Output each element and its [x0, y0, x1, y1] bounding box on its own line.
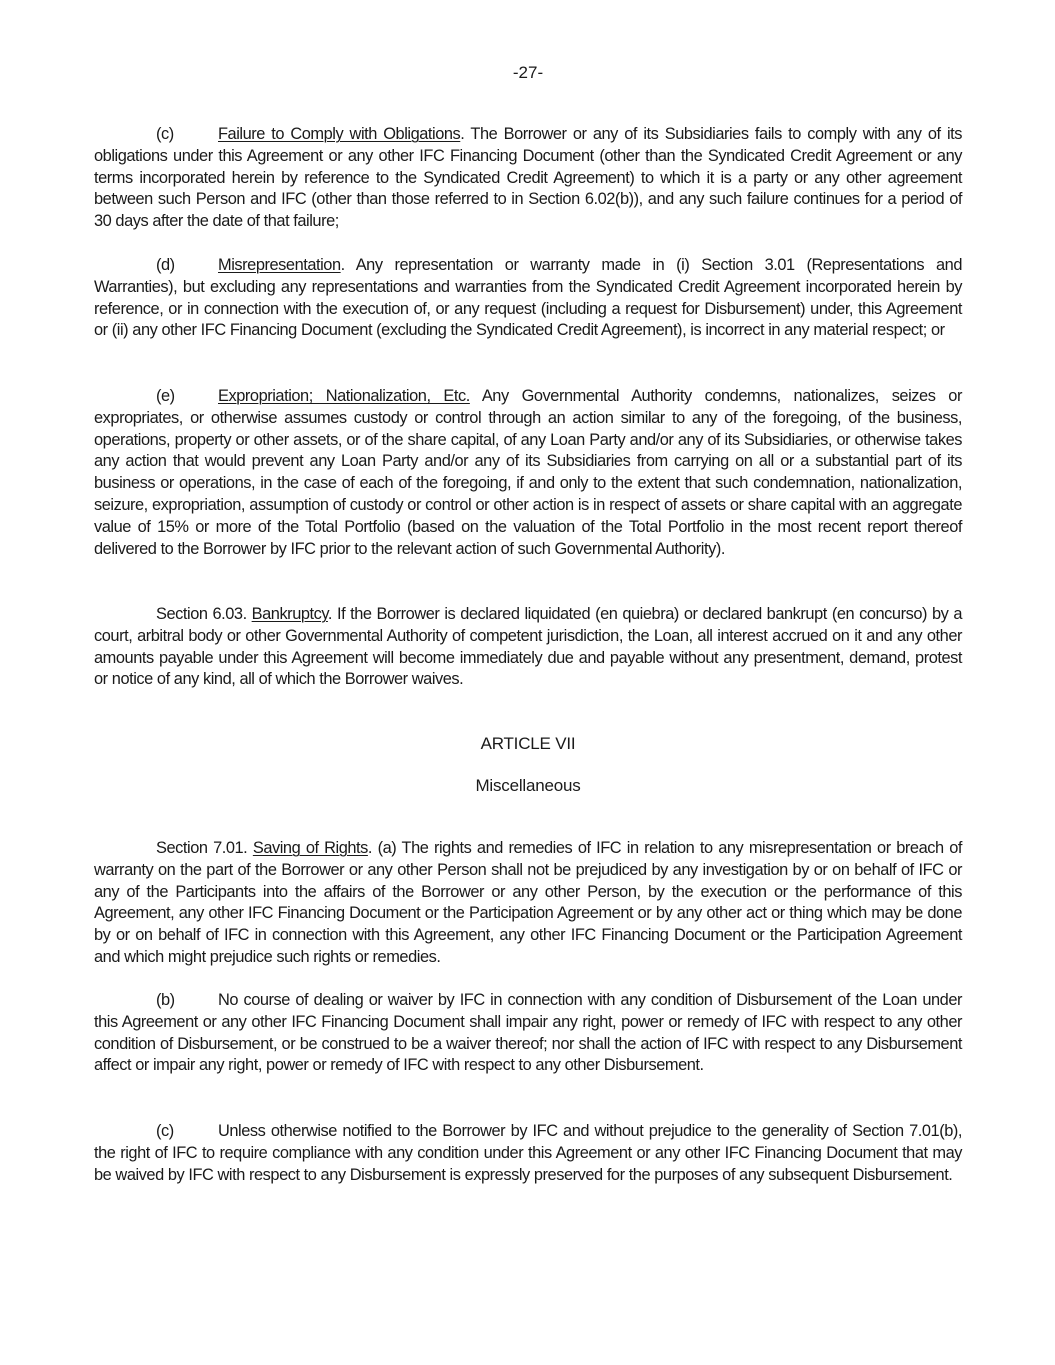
- page-number: -27-: [512, 63, 544, 82]
- section-7-01-b: [94, 990, 962, 1077]
- clause-title: Failure to Comply with Obligations: [218, 125, 461, 143]
- section-number: Section 6.03.: [156, 605, 252, 623]
- clause-text: No course of dealing or waiver by IFC in connection with any condition of Disbursement of the Loan under this Agreement or any other IFC Financing Document shall impair any right, power or remedy of IFC with respect to any other condition of Disbursement, or be construed to be a waiver thereof; nor shall the action of IFC with respect to any Disbursement affect or impair any right, power or remedy of IFC with respect to any other Disbursement.: [94, 991, 962, 1075]
- clause-label: (e): [156, 387, 175, 405]
- section-7-01-c: [94, 1121, 962, 1186]
- clause-title: Expropriation; Nationalization, Etc.: [218, 387, 470, 405]
- clause-6-02-d: (d) Misrepresentation. Any representation or warranty made in (i) Section 3.01 (Representations and Warranties), but excluding any representations and warranties from the Syndicated Credit Agreement incorporated herein by reference, or in connection with the execution of, or any request (including a request for Disbursement) under, this Agreement or (ii) any other IFC Financing Document (excluding the Syndicated Credit Agreement), is incorrect in any material respect; or: [94, 256, 962, 340]
- clause-text: Unless otherwise notified to the Borrower by IFC and without prejudice to the generality of Section 7.01(b), the right of IFC to require compliance with any condition under this Agreement or any other IFC Financing Document that may be waived by IFC with respect to any Disbursement is expressly preserved for the purposes of any subsequent Disbursement.: [94, 1122, 962, 1184]
- clause-label: (d): [156, 256, 175, 274]
- clause-title: Misrepresentation: [218, 256, 341, 274]
- section-title: Bankruptcy: [251, 605, 328, 623]
- clause-text: Any Governmental Authority condemns, nationalizes, seizes or expropriates, or otherwise assumes custody or control through an action similar to any of the foregoing, of the business, operations, property or other assets, or of the share capital, of any Loan Party and/or any of its Subsidiaries, or otherwise takes any action that would prevent any Loan Party and/or any of its Subsidiaries from carrying on all or a substantial part of its business or operations, in the case of each of the foregoing, if and only to the extent that such condemnation, nationalization, seizure, expropriation, assumption of custody or control or other action is in respect of assets or share capital with an aggregate value of 15% or more of the Total Portfolio (based on the valuation of the Total Portfolio in the most recent report thereof delivered to the Borrower by IFC prior to the relevant action of such Governmental Authority).: [94, 387, 962, 558]
- section-7-01-a: Section 7.01. Saving of Rights. (a) The rights and remedies of IFC in relation to any misrepresentation or breach of warranty on the part of the Borrower or any other Person shall not be prejudiced by any investigation by or on behalf of IFC or any of the Participants into the affairs of the Borrower or any other Person, by the execution or the performance of this Agreement, any other IFC Financing Document or the Participation Agreement or by any other act or thing which may be done by or on behalf of IFC in connection with this Agreement, any other IFC Financing Document or the Participation Agreement and which might prejudice such rights or remedies.: [94, 839, 962, 966]
- section-6-03: Section 6.03. Bankruptcy. If the Borrower is declared liquidated (en quiebra) or declared bankrupt (en concurso) by a court, arbitral body or other Governmental Authority of competent jurisdiction, the Loan, all interest accrued on it and any other amounts payable under this Agreement will become immediately due and payable without any presentment, demand, protest or notice of any kind, all of which the Borrower waives.: [94, 605, 962, 689]
- section-text: If the Borrower is declared liquidated (en quiebra) or declared bankrupt (en concurso) by a court, arbitral body or other Governmental Authority of competent jurisdiction, the Loan, all interest accrued on it and any other amounts payable under this Agreement will become immediately due and payable without any presentment, demand, protest or notice of any kind, all of which the Borrower waives.: [94, 605, 962, 689]
- clause-label: (c): [156, 1122, 174, 1140]
- clause-text: The Borrower or any of its Subsidiaries fails to comply with any of its obligations under this Agreement or any other IFC Financing Document (other than the Syndicated Credit Agreement or any terms incorporated herein by reference to the Syndicated Credit Agreement) to which it is a party or any other agreement between such Person and IFC (other than those referred to in Section 6.02(b)), and any such failure continues for a period of 30 days after the date of that failure;: [94, 125, 962, 231]
- clause-6-02-e: [94, 386, 962, 560]
- article-subheading: Miscellaneous: [475, 776, 581, 795]
- section-text: (a) The rights and remedies of IFC in relation to any misrepresentation or breach of warranty on the part of the Borrower or any other Person shall not be prejudiced by any investigation by or on behalf of IFC or any of the Participants into the affairs of the Borrower or any other Person, by the execution or the performance of this Agreement, any other IFC Financing Document or the Participation Agreement or by any other act or thing which may be done by or on behalf of IFC in connection with this Agreement, any other IFC Financing Document or the Participation Agreement and which might prejudice such rights or remedies.: [94, 839, 962, 966]
- section-number: Section 7.01.: [156, 839, 253, 857]
- article-heading: ARTICLE VII: [480, 734, 576, 753]
- clause-label: (c): [156, 125, 174, 143]
- clause-label: (b): [156, 991, 175, 1009]
- clause-text: Any representation or warranty made in (i) Section 3.01 (Representations and Warranties), but excluding any representations and warranties from the Syndicated Credit Agreement incorporated herein by reference, or in connection with the execution of, or any request (including a request for Disbursement) under, this Agreement or (ii) any other IFC Financing Document (excluding the Syndicated Credit Agreement), is incorrect in any material respect; or: [94, 256, 962, 340]
- clause-6-02-c: (c) Failure to Comply with Obligations. The Borrower or any of its Subsidiaries fails to comply with any of its obligations under this Agreement or any other IFC Financing Document (other than the Syndicated Credit Agreement or any terms incorporated herein by reference to the Syndicated Credit Agreement) to which it is a party or any other agreement between such Person and IFC (other than those referred to in Section 6.02(b)), and any such failure continues for a period of 30 days after the date of that failure;: [94, 125, 962, 231]
- section-title: Saving of Rights: [252, 839, 368, 857]
